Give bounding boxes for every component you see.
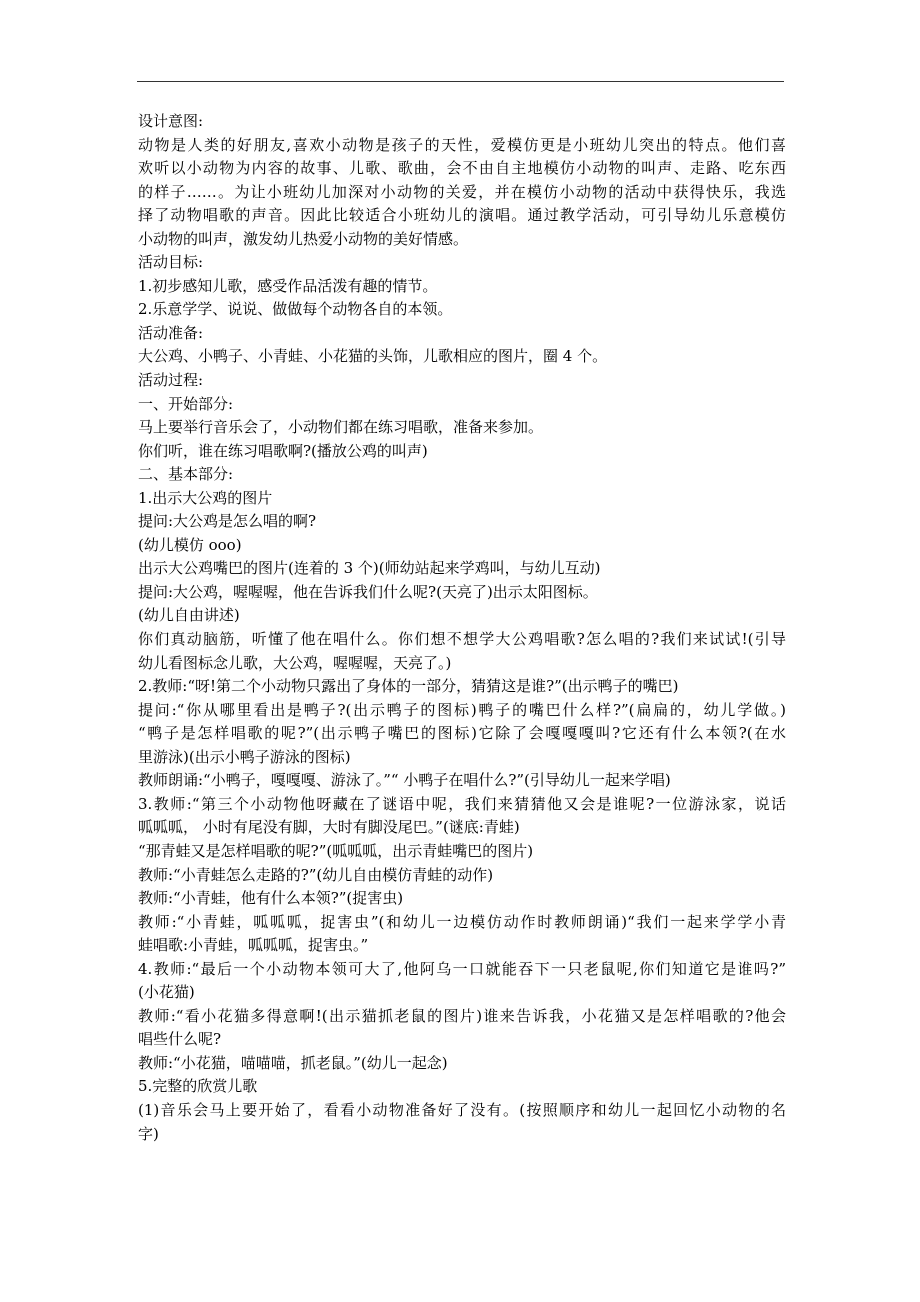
text-line: (小花猫) xyxy=(138,983,195,1002)
text-line: 1.初步感知儿歌，感受作品活泼有趣的情节。 xyxy=(138,276,438,295)
text-line: 活动目标: xyxy=(138,253,204,272)
text-line: 教师:“小青蛙怎么走路的?”(幼儿自由模仿青蛙的动作) xyxy=(138,865,494,884)
text-line: 一、开始部分: xyxy=(138,394,234,413)
document-body xyxy=(138,110,786,1146)
text-line: 教师:“看小花猫多得意啊!(出示猫抓老鼠的图片)谁来告诉我，小花猫又是怎样唱歌的?他会 xyxy=(138,1006,786,1025)
text-line: 择了动物唱歌的声音。因此比较适合小班幼儿的演唱。通过教学活动，可引导幼儿乐意模仿 xyxy=(138,206,786,225)
text-line: 1.出示大公鸡的图片 xyxy=(138,488,273,507)
text-line: 你们真动脑筋，听懂了他在唱什么。你们想不想学大公鸡唱歌?怎么唱的?我们来试试!(引导 xyxy=(138,630,786,649)
text-line: 提问:“你从哪里看出是鸭子?(出示鸭子的图标)鸭子的嘴巴什么样?”(扁扁的，幼儿学做。) xyxy=(138,700,786,719)
text-line: “那青蛙又是怎样唱歌的呢?”(呱呱呱，出示青蛙嘴巴的图片) xyxy=(138,841,534,860)
text-line: 的样子……。为让小班幼儿加深对小动物的关爱，并在模仿小动物的活动中获得快乐，我选 xyxy=(138,182,786,201)
text-line: 2.教师:“呀!第二个小动物只露出了身体的一部分，猜猜这是谁?”(出示鸭子的嘴巴) xyxy=(138,677,679,696)
text-line: 教师:“小青蛙，他有什么本领?”(捉害虫) xyxy=(138,889,404,908)
text-line: 大公鸡、小鸭子、小青蛙、小花猫的头饰，儿歌相应的图片，圈 4 个。 xyxy=(138,347,608,366)
header-rule xyxy=(137,81,784,82)
text-line: 二、基本部分: xyxy=(138,465,234,484)
text-line: 4.教师:“最后一个小动物本领可大了,他阿乌一口就能吞下一只老鼠呢,你们知道它是谁吗?” xyxy=(138,959,786,978)
text-line: 字) xyxy=(138,1124,159,1143)
text-line: 活动准备: xyxy=(138,323,204,342)
text-line: (1)音乐会马上要开始了，看看小动物准备好了没有。(按照顺序和幼儿一起回忆小动物的名 xyxy=(138,1100,786,1119)
text-line: 呱呱呱， 小时有尾没有脚，大时有脚没尾巴。”(谜底:青蛙) xyxy=(138,818,520,837)
text-line: 小动物的叫声，激发幼儿热爱小动物的美好情感。 xyxy=(138,229,469,248)
text-line: 教师:“小青蛙，呱呱呱，捉害虫”(和幼儿一边模仿动作时教师朗诵)“我们一起来学学小青 xyxy=(138,912,786,931)
text-line: 出示大公鸡嘴巴的图片(连着的 3 个)(师幼站起来学鸡叫，与幼儿互动) xyxy=(138,559,601,578)
text-line: 提问:大公鸡，喔喔喔，他在告诉我们什么呢?(天亮了)出示太阳图标。 xyxy=(138,582,598,601)
text-line: 马上要举行音乐会了，小动物们都在练习唱歌，准备来参加。 xyxy=(138,418,544,437)
text-line: 2.乐意学学、说说、做做每个动物各自的本领。 xyxy=(138,300,453,319)
text-line: 动物是人类的好朋友,喜欢小动物是孩子的天性，爱模仿更是小班幼儿突出的特点。他们喜 xyxy=(138,135,786,154)
text-line: 3.教师:“第三个小动物他呀藏在了谜语中呢，我们来猜猜他又会是谁呢?一位游泳家，说话 xyxy=(138,794,786,813)
text-line: 唱些什么呢? xyxy=(138,1030,222,1049)
text-line: 提问:大公鸡是怎么唱的啊? xyxy=(138,512,317,531)
text-line: 教师朗诵:“小鸭子，嘎嘎嘎、游泳了。”“ 小鸭子在唱什么?”(引导幼儿一起来学唱) xyxy=(138,771,671,790)
text-line: (幼儿自由讲述) xyxy=(138,606,240,625)
text-line: 蛙唱歌:小青蛙，呱呱呱，捉害虫。” xyxy=(138,936,369,955)
text-line: 教师:“小花猫，喵喵喵，抓老鼠。”(幼儿一起念) xyxy=(138,1053,448,1072)
text-line: 设计意图: xyxy=(138,112,204,130)
text-line: 你们听，谁在练习唱歌啊?(播放公鸡的叫声) xyxy=(138,441,428,460)
text-line: 幼儿看图标念儿歌，大公鸡，喔喔喔，天亮了。) xyxy=(138,653,452,672)
text-line: 5.完整的欣赏儿歌 xyxy=(138,1077,258,1096)
text-line: 活动过程: xyxy=(138,371,204,390)
text-line: 里游泳)(出示小鸭子游泳的图标) xyxy=(138,747,351,766)
text-line: “鸭子是怎样唱歌的呢?”(出示鸭子嘴巴的图标)它除了会嘎嘎嘎叫?它还有什么本领?(在水 xyxy=(138,724,786,743)
text-line: 欢听以小动物为内容的故事、儿歌、歌曲，会不由自主地模仿小动物的叫声、走路、吃东西 xyxy=(138,159,786,178)
text-line: (幼儿模仿 ooo) xyxy=(138,535,242,554)
